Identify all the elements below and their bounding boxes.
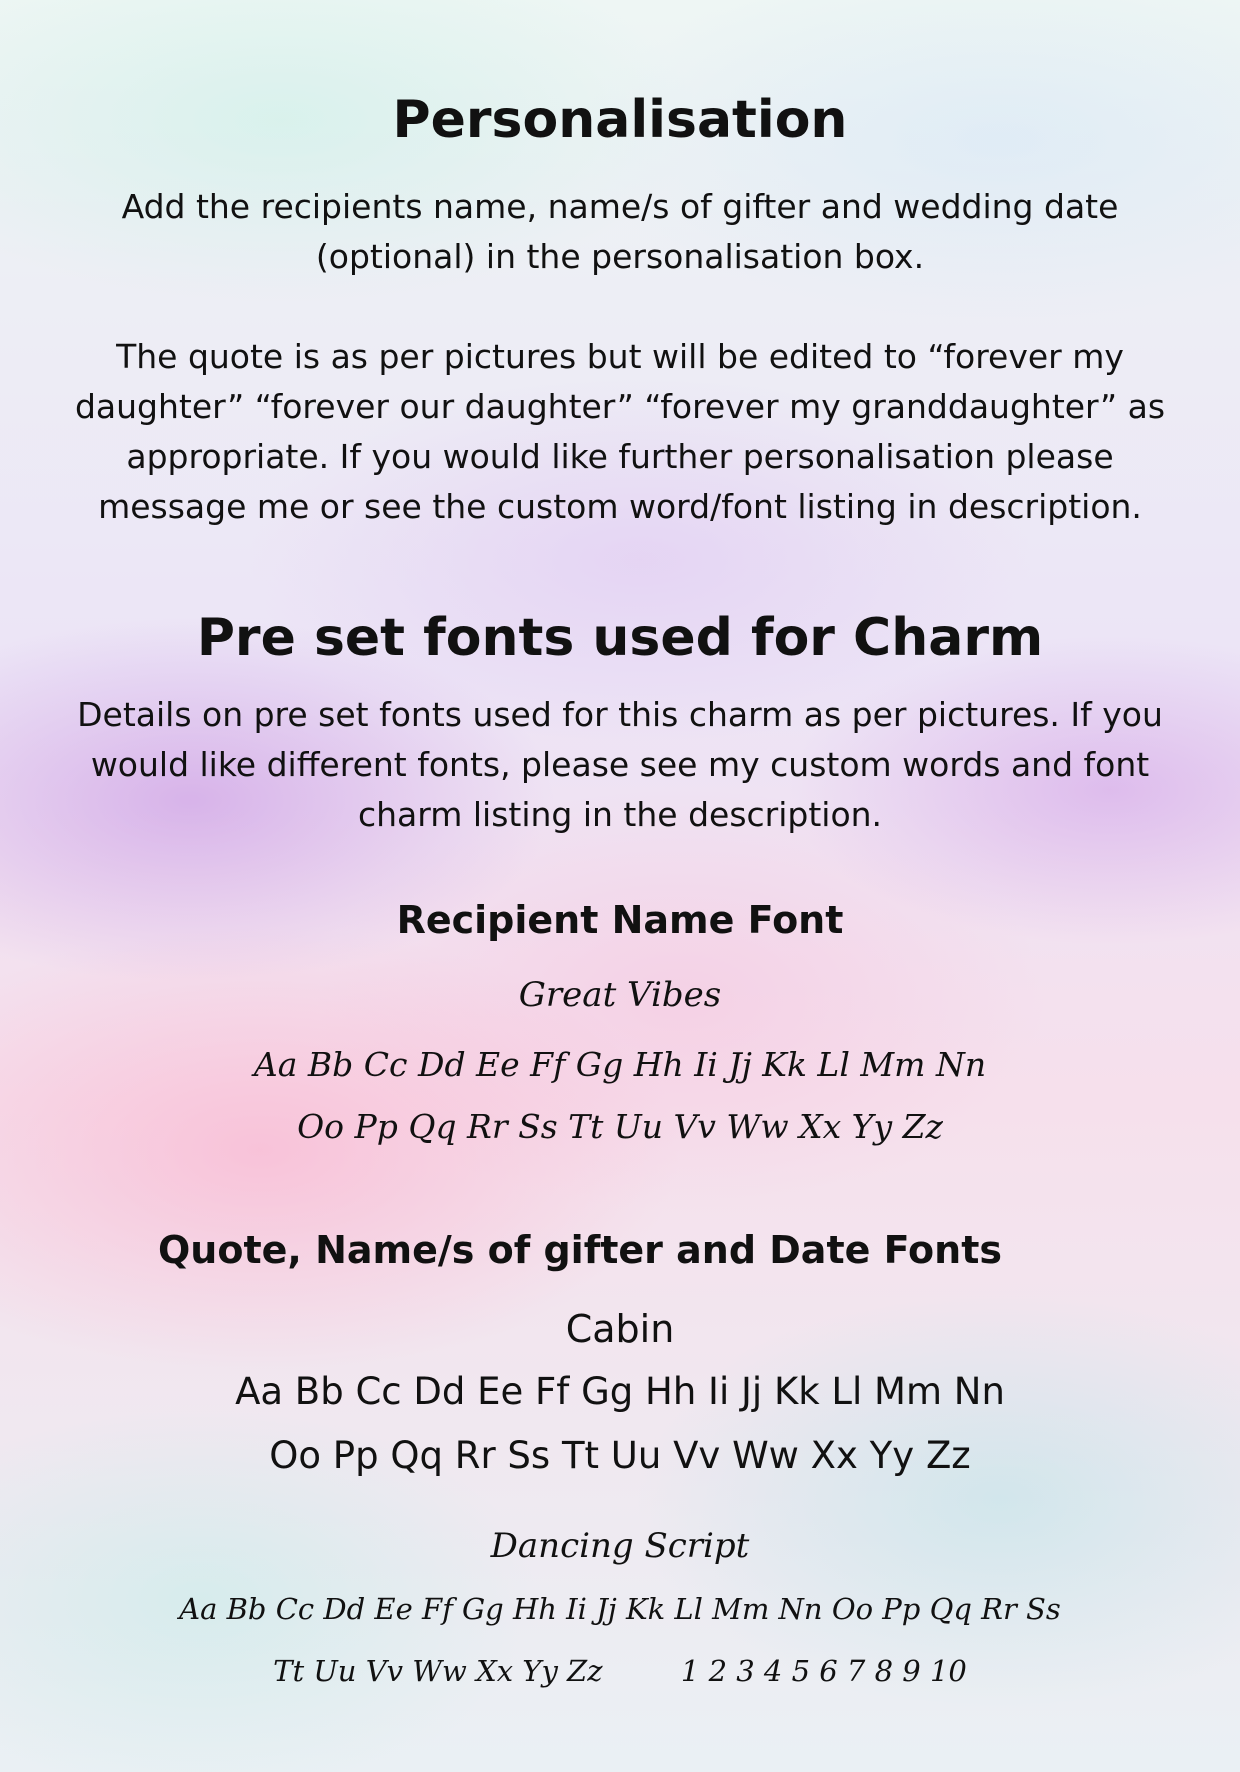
numbers-row: 1 2 3 4 5 6 7 8 9 10	[680, 1654, 967, 1688]
recipient-font-heading: Recipient Name Font	[396, 898, 844, 942]
personalisation-paragraph-2	[0, 332, 1240, 532]
text-line: daughter” “forever our daughter” “forever my granddaughter” as	[74, 387, 1166, 426]
cabin-font-name: Cabin	[565, 1307, 675, 1351]
recipient-font-alphabet	[0, 1034, 1240, 1158]
text-line: appropriate. If you would like further personalisation please	[126, 437, 1114, 476]
quote-fonts-heading: Quote, Name/s of gifter and Date Fonts	[158, 1228, 1002, 1272]
alphabet-line: Aa Bb Cc Dd Ee Ff Gg Hh Ii Jj Kk Ll Mm Nn	[253, 1045, 987, 1084]
text-line: would like different fonts, please see my custom words and font	[90, 745, 1150, 784]
preset-fonts-title: Pre set fonts used for Charm	[196, 608, 1044, 668]
personalisation-paragraph-1	[0, 182, 1240, 282]
alphabet-line: Aa Bb Cc Dd Ee Ff Gg Hh Ii Jj Kk Ll Mm Nn	[235, 1370, 1005, 1413]
dancing-font-name: Dancing Script	[490, 1526, 750, 1566]
text-line: Add the recipients name, name/s of gifter and wedding date	[121, 187, 1119, 226]
alphabet-line: Oo Pp Qq Rr Ss Tt Uu Vv Ww Xx Yy Zz	[297, 1107, 943, 1146]
alphabet-letters: Tt Uu Vv Ww Xx Yy Zz	[273, 1654, 603, 1688]
text-line: message me or see the custom word/font listing in description.	[98, 487, 1142, 526]
alphabet-line: Oo Pp Qq Rr Ss Tt Uu Vv Ww Xx Yy Zz	[269, 1434, 971, 1477]
text-line: (optional) in the personalisation box.	[315, 237, 925, 276]
text-line: charm listing in the description.	[357, 795, 883, 834]
recipient-font-name: Great Vibes	[518, 975, 722, 1015]
personalisation-title: Personalisation	[392, 90, 848, 150]
cabin-font-alphabet	[0, 1360, 1240, 1488]
text-line: Details on pre set fonts used for this charm as per pictures. If you	[77, 695, 1163, 734]
alphabet-line: Aa Bb Cc Dd Ee Ff Gg Hh Ii Jj Kk Ll Mm Nn Oo Pp Qq Rr Ss	[179, 1592, 1061, 1626]
dancing-font-alphabet	[0, 1578, 1240, 1702]
alphabet-line	[0, 1640, 1240, 1702]
preset-fonts-intro	[0, 690, 1240, 840]
text-line: The quote is as per pictures but will be edited to “forever my	[116, 337, 1124, 376]
